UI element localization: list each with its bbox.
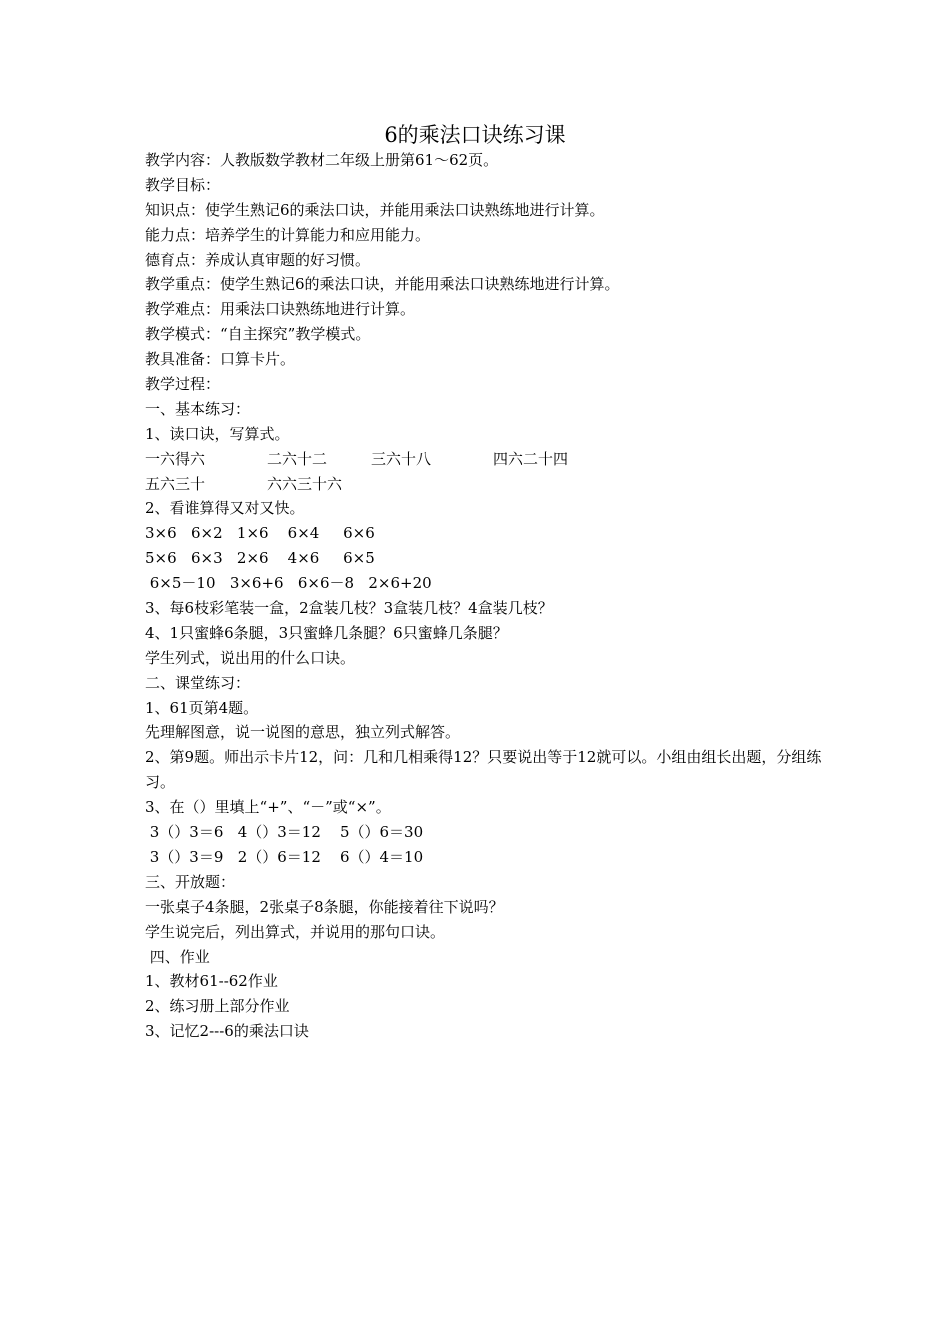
moral-point: 德育点：养成认真审题的好习惯。 xyxy=(145,250,371,269)
homework-2: 2、练习册上部分作业 xyxy=(145,997,290,1016)
lesson-body xyxy=(145,148,835,1044)
calc-row: 5×6 6×3 2×6 4×6 6×5 xyxy=(145,549,375,568)
koujue-row xyxy=(145,447,835,472)
lesson-content-line: 教学内容：人教版数学教材二年级上册第61～62页。 xyxy=(145,151,499,169)
section-homework: 四、作业 xyxy=(145,947,210,966)
fill-row: 3（）3＝6 4（）3＝12 5（）6＝30 xyxy=(145,823,424,842)
difficulty-point: 教学难点：用乘法口诀熟练地进行计算。 xyxy=(145,300,416,319)
page-title: 6的乘法口诀练习课 xyxy=(384,123,566,147)
section-open-question: 三、开放题： xyxy=(145,872,236,891)
student-note: 学生列式，说出用的什么口诀。 xyxy=(145,648,356,667)
exercise-4: 4、1只蜜蜂6条腿，3只蜜蜂几条腿？6只蜜蜂几条腿？ xyxy=(145,623,508,642)
objectives-heading: 教学目标： xyxy=(145,175,221,194)
calc-row: 6×5－10 3×6+6 6×6－8 2×6+20 xyxy=(145,574,432,593)
calc-row: 3×6 6×2 1×6 6×4 6×6 xyxy=(145,524,375,543)
koujue-item: 五六三十 xyxy=(145,474,206,493)
exercise-2: 2、看谁算得又对又快。 xyxy=(145,499,305,518)
homework-1: 1、教材61--62作业 xyxy=(145,972,278,991)
exercise-1: 1、读口诀，写算式。 xyxy=(145,424,290,443)
koujue-item: 一六得六 xyxy=(145,449,206,468)
koujue-row xyxy=(145,472,835,497)
koujue-item: 六六三十六 xyxy=(267,474,343,493)
open-question-note: 学生说完后，列出算式，并说用的那句口诀。 xyxy=(145,922,446,941)
process-heading: 教学过程： xyxy=(145,375,221,394)
section-class-practice: 二、课堂练习： xyxy=(145,673,251,692)
materials: 教具准备：口算卡片。 xyxy=(145,350,296,369)
fill-row: 3（）3＝9 2（）6＝12 6（）4＝10 xyxy=(145,847,424,866)
practice-2: 2、第9题。师出示卡片12，问：几和几相乘得12？只要说出等于12就可以。小组由组长出题，分组练习。 xyxy=(145,748,822,792)
koujue-item: 四六二十四 xyxy=(493,449,569,468)
exercise-3: 3、每6枝彩笔装一盒，2盒装几枝？3盒装几枝？4盒装几枝？ xyxy=(145,599,553,618)
section-basic-practice: 一、基本练习： xyxy=(145,399,251,418)
ability-point: 能力点：培养学生的计算能力和应用能力。 xyxy=(145,225,431,244)
key-point: 教学重点：使学生熟记6的乘法口诀，并能用乘法口诀熟练地进行计算。 xyxy=(145,275,620,294)
homework-3: 3、记忆2---6的乘法口诀 xyxy=(145,1022,309,1041)
koujue-item: 三六十八 xyxy=(371,449,432,468)
koujue-item: 二六十二 xyxy=(267,449,328,468)
teaching-mode: 教学模式：“自主探究”教学模式。 xyxy=(145,325,371,344)
practice-1-note: 先理解图意，说一说图的意思，独立列式解答。 xyxy=(145,723,461,742)
practice-1: 1、61页第4题。 xyxy=(145,698,259,717)
knowledge-point: 知识点：使学生熟记6的乘法口诀，并能用乘法口诀熟练地进行计算。 xyxy=(145,200,605,219)
practice-3: 3、在（）里填上“+”、“－”或“×”。 xyxy=(145,798,391,817)
open-question: 一张桌子4条腿，2张桌子8条腿，你能接着往下说吗？ xyxy=(145,897,504,916)
